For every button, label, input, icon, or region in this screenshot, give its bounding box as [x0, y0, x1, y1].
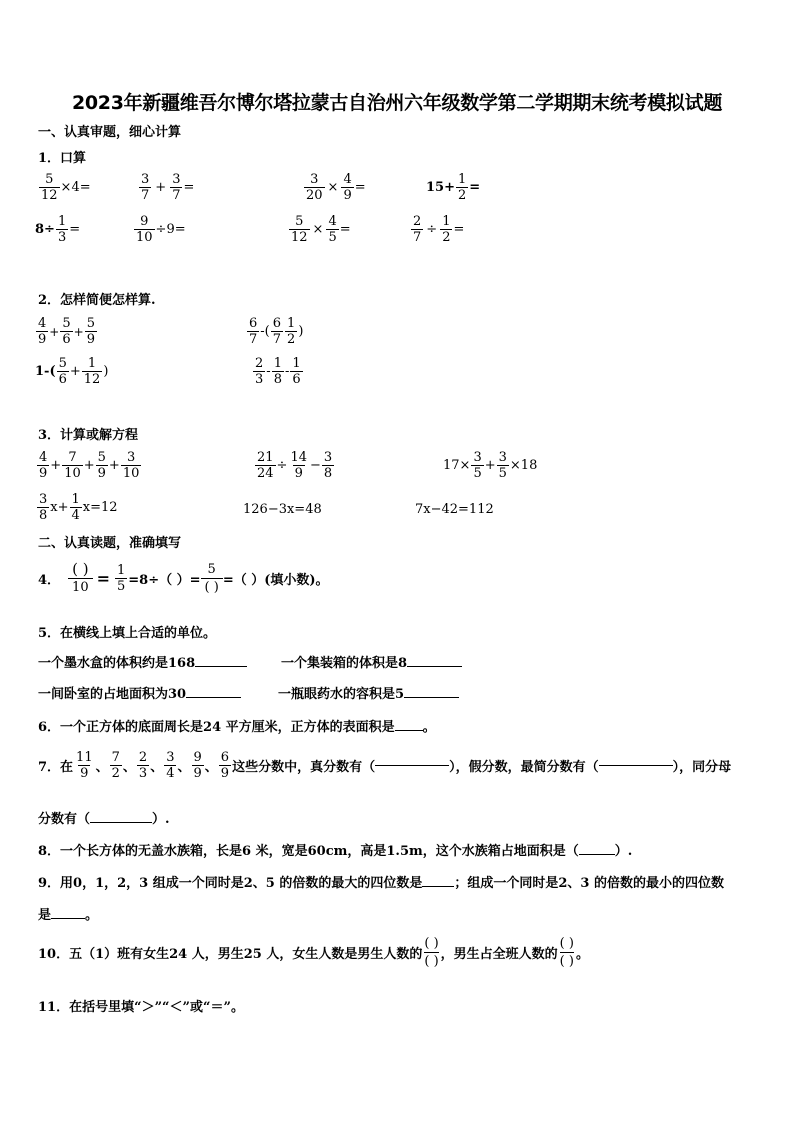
q5-c-blank[interactable]	[186, 697, 241, 698]
q5-d: 一瓶眼药水的容积是5	[278, 683, 459, 702]
q7-question-line2: 分数有（ ）.	[38, 812, 170, 827]
q11-question: 11．在括号里填“＞”“＜”或“＝”。	[38, 1000, 244, 1015]
q1-item-a: $\frac{5}{12}$ ×4=	[41, 172, 91, 203]
q5-d-blank[interactable]	[404, 697, 459, 698]
q7-blank-proper[interactable]	[375, 765, 449, 766]
q5-b: 一个集装箱的体积是8	[281, 652, 462, 671]
q9-question-line2: 是 。	[38, 908, 99, 923]
q1-item-c: $\frac{3}{20}$ × $\frac{4}{9}$ =	[306, 172, 366, 203]
section-2-heading: 二、认真读题，准确填写	[38, 536, 182, 551]
q9-blank-2[interactable]	[51, 918, 85, 919]
q8-question: 8．一个长方体的无盖水族箱，长是6 米，宽是60cm，高是1.5m，这个水族箱占地面积是（ ）.	[38, 844, 633, 859]
q5-c: 一间卧室的占地面积为30	[38, 683, 241, 702]
q1-label: 1．口算	[38, 151, 87, 166]
q2-expr-d: $\frac{2}{3}$ - $\frac{1}{8}$ - $\frac{1}{6}$	[255, 356, 301, 387]
q4-question: 4． ( ) 10 = $\frac{1}{5}$ =8÷（ ）= 5 ( ) =（ ）(填小数)。	[38, 560, 329, 595]
q5-b-blank[interactable]	[407, 666, 462, 667]
q2-expr-c: 1-( $\frac{5}{6}$ + $\frac{1}{12}$ )	[35, 356, 109, 387]
q3-eq-d: $\frac{3}{8}$ x+ $\frac{1}{4}$ x=12	[39, 492, 118, 523]
q6-question: 6．一个正方体的底面周长是24 平方厘米，正方体的表面积是 。	[38, 720, 436, 735]
q3-eq-f: 7x−42=112	[415, 502, 494, 517]
q1-item-h: $\frac{2}{7}$ ÷ $\frac{1}{2}$ =	[413, 214, 465, 245]
q7-blank-simplest[interactable]	[599, 765, 673, 766]
q5-a-blank[interactable]	[195, 666, 247, 667]
page-title: 2023年新疆维吾尔博尔塔拉蒙古自治州六年级数学第二学期期末统考模拟试题	[71, 92, 723, 114]
q6-blank[interactable]	[395, 730, 423, 731]
q9-blank-1[interactable]	[422, 886, 454, 887]
q3-expr-b: $\frac{21}{24}$ ÷ $\frac{14}{9}$ − $\frac{3}{8}$	[257, 450, 333, 481]
q3-expr-a: $\frac{4}{9}$ + $\frac{7}{10}$ + $\frac{5}{9}$ + $\frac{3}{10}$	[39, 450, 140, 481]
q1-item-d: 15+ $\frac{1}{2}$ =	[426, 172, 481, 203]
q9-question-line1: 9．用0，1，2，3 组成一个同时是2、5 的倍数的最大的四位数是 ；组成一个同时是2、3 的倍数的最小的四位数	[38, 876, 724, 891]
q3-expr-c: 17× $\frac{3}{5}$ + $\frac{3}{5}$ ×18	[443, 450, 538, 481]
q1-item-f: $\frac{9}{10}$ ÷9=	[136, 214, 186, 245]
q2-label: 2．怎样简便怎样算.	[38, 293, 156, 308]
q3-eq-e: 126−3x=48	[243, 502, 322, 517]
q7-question-line1: 7．在 $\frac{11}{9}$ 、 $\frac{7}{2}$ 、 $\frac{2}{3}$ 、 $\frac{3}{4}$ 、 $\frac{9}{9}$ 、 $\frac{6}{9}$ 这些分数中，真分数有（ ），假分数，最简分数有（ ），同分母	[38, 750, 732, 781]
q5-label: 5．在横线上填上合适的单位。	[38, 626, 217, 641]
q5-a: 一个墨水盒的体积约是168	[38, 652, 247, 671]
q1-item-b: $\frac{3}{7}$ + $\frac{3}{7}$ =	[141, 172, 195, 203]
q1-item-g: $\frac{5}{12}$ × $\frac{4}{5}$ =	[291, 214, 351, 245]
q2-expr-a: $\frac{4}{9}$ + $\frac{5}{6}$ + $\frac{5}{9}$	[38, 316, 95, 347]
q8-blank[interactable]	[579, 854, 615, 855]
q3-label: 3．计算或解方程	[38, 428, 139, 443]
section-1-heading: 一、认真审题，细心计算	[38, 125, 182, 140]
q2-expr-b: $\frac{6}{7}$ -( $\frac{6}{7}$ $\frac{1}{2}$ )	[249, 316, 304, 347]
q7-blank-same-denominator[interactable]	[90, 822, 152, 823]
q1-item-e: 8÷ $\frac{1}{3}$ =	[35, 214, 81, 245]
q10-question: 10．五（1）班有女生24 人，男生25 人，女生人数是男生人数的 ( ) ( ) ，男生占全班人数的 ( ) ( ) 。	[38, 936, 589, 969]
